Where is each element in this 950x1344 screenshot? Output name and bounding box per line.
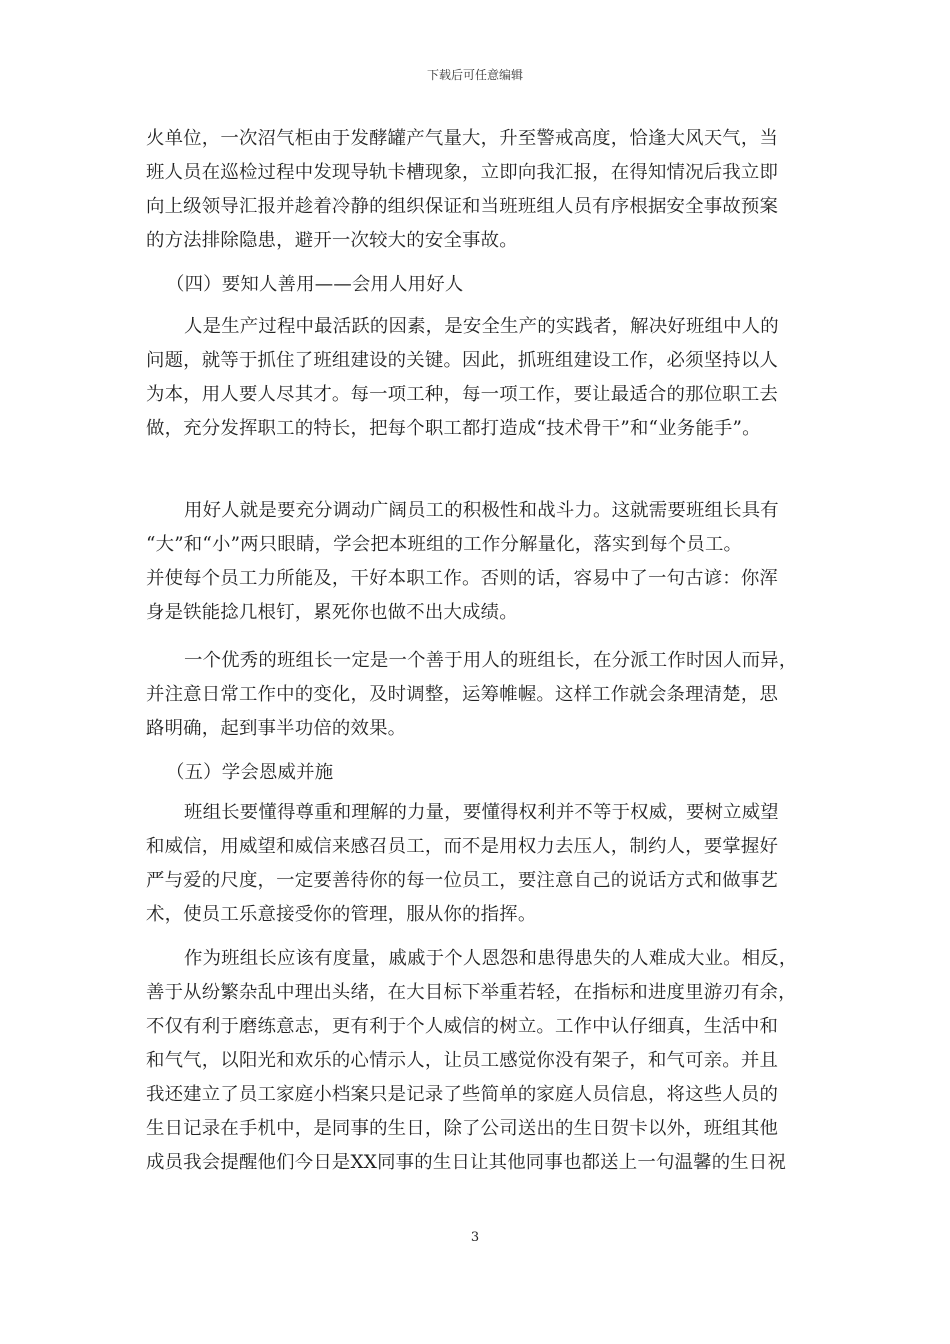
text-line: 身是铁能捻几根钉，累死你也做不出大成绩。 — [146, 602, 518, 623]
text-line: 用好人就是要充分调动广阔员工的积极性和战斗力。这就需要班组长具有 — [184, 500, 779, 521]
page-number: 3 — [470, 1230, 480, 1245]
text-line: 不仅有利于磨练意志，更有利于个人威信的树立。工作中认仔细真，生活中和 — [146, 1016, 779, 1037]
text-line: 术，使员工乐意接受你的管理，服从你的指挥。 — [146, 904, 537, 925]
text-line: 善于从纷繁杂乱中理出头绪，在大目标下举重若轻，在指标和进度里游刃有余， — [146, 982, 797, 1003]
text-line: 并使每个员工力所能及，干好本职工作。否则的话，容易中了一句古谚：你浑 — [146, 568, 779, 589]
text-line: 生日记录在手机中，是同事的生日，除了公司送出的生日贺卡以外，班组其他 — [146, 1118, 779, 1139]
text-line: “大”和“小”两只眼睛，学会把本班组的工作分解量化，落实到每个员工。 — [146, 534, 743, 555]
text-line: 问题，就等于抓住了班组建设的关键。因此，抓班组建设工作，必须坚持以人 — [146, 350, 779, 371]
text-line: 班组长要懂得尊重和理解的力量，要懂得权利并不等于权威，要树立威望 — [184, 802, 779, 823]
text-line: 和威信，用威望和威信来感召员工，而不是用权力去压人，制约人，要掌握好 — [146, 836, 779, 857]
text-line: 为本，用人要人尽其才。每一项工种，每一项工作，要让最适合的那位职工去 — [146, 384, 779, 405]
text-line: 严与爱的尺度，一定要善待你的每一位员工，要注意自己的说话方式和做事艺 — [146, 870, 779, 891]
text-line: 作为班组长应该有度量，戚戚于个人恩怨和患得患失的人难成大业。相反， — [184, 948, 798, 969]
text-line: 人是生产过程中最活跃的因素，是安全生产的实践者，解决好班组中人的 — [184, 316, 779, 337]
page-header: 下载后可任意编辑 — [426, 68, 523, 82]
text-line: 火单位，一次沼气柜由于发酵罐产气量大，升至警戒高度，恰逢大风天气，当 — [146, 128, 779, 149]
text-line: 的方法排除隐患，避开一次较大的安全事故。 — [146, 230, 518, 251]
section-heading: （五）学会恩威并施 — [166, 762, 334, 783]
text-line: 向上级领导汇报并趁着冷静的组织保证和当班班组人员有序根据安全事故预案 — [146, 196, 779, 217]
text-line: 路明确，起到事半功倍的效果。 — [146, 718, 407, 739]
text-line: 成员我会提醒他们今日是XX同事的生日让其他同事也都送上一句温馨的生日祝 — [146, 1152, 787, 1173]
text-line: 和气气，以阳光和欢乐的心情示人，让员工感觉你没有架子，和气可亲。并且 — [146, 1050, 779, 1071]
text-line: 并注意日常工作中的变化，及时调整，运筹帷幄。这样工作就会条理清楚，思 — [146, 684, 779, 705]
text-line: 我还建立了员工家庭小档案只是记录了些简单的家庭人员信息，将这些人员的 — [146, 1084, 779, 1105]
text-line: 一个优秀的班组长一定是一个善于用人的班组长，在分派工作时因人而异， — [184, 650, 798, 671]
text-line: 做，充分发挥职工的特长，把每个职工都打造成“技术骨干”和“业务能手”。 — [146, 418, 761, 439]
section-heading: （四）要知人善用——会用人用好人 — [166, 274, 464, 295]
text-line: 班人员在巡检过程中发现导轨卡槽现象，立即向我汇报，在得知情况后我立即 — [146, 162, 779, 183]
